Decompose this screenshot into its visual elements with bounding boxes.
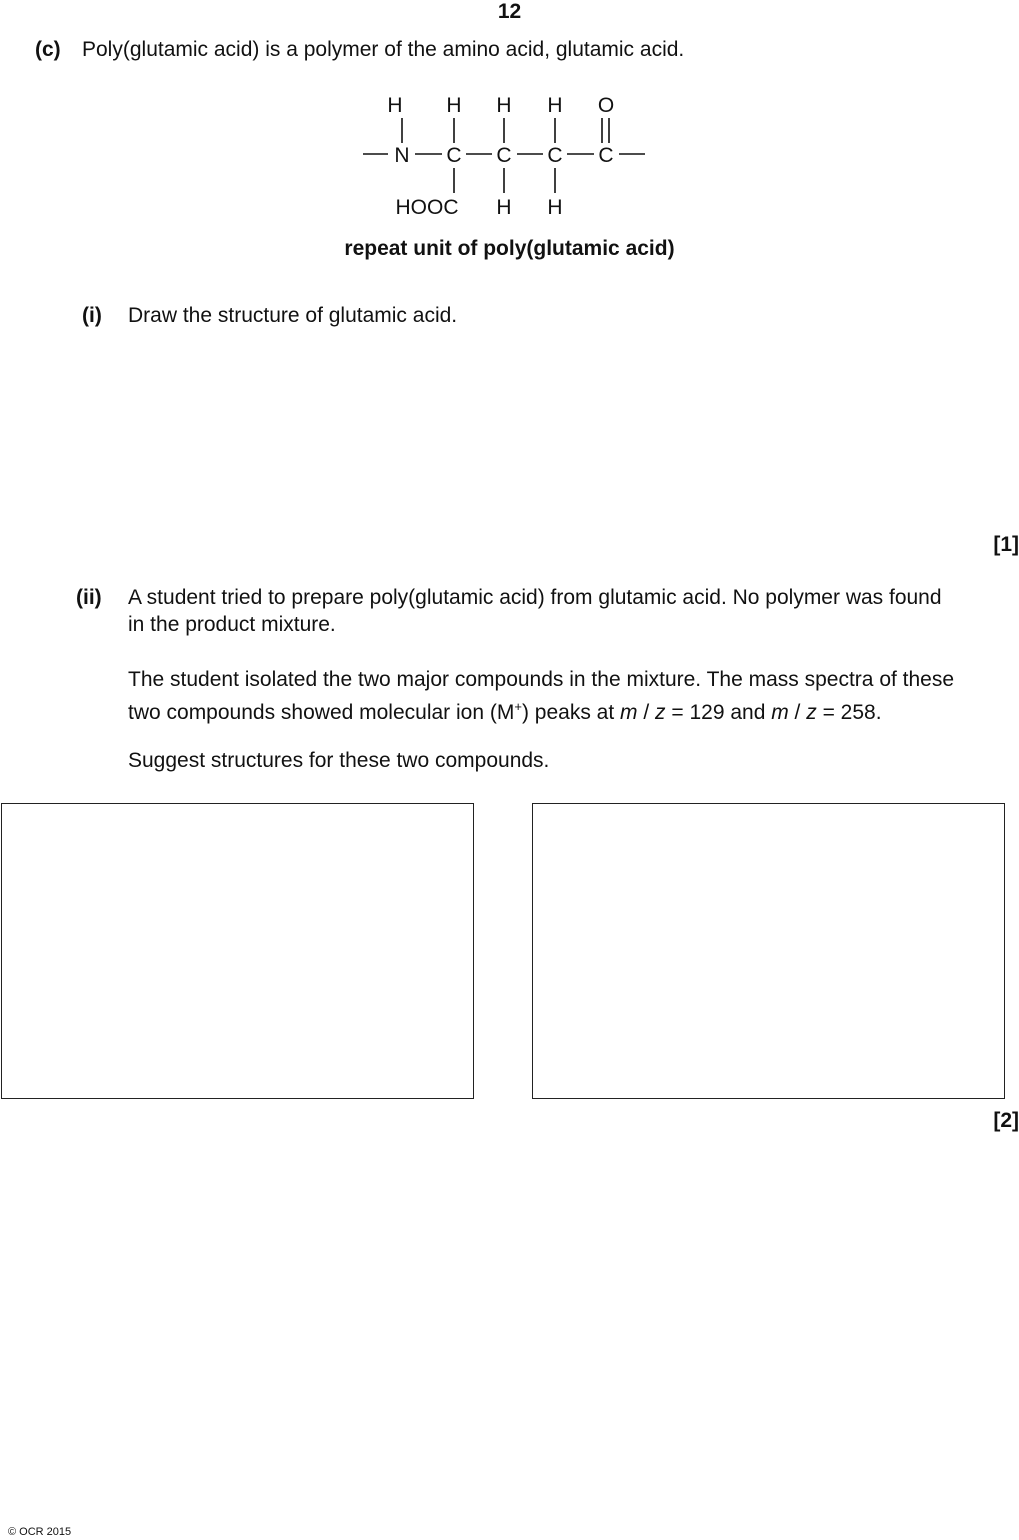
bottom-atom-h3: H: [547, 196, 563, 219]
part-ii-para3: Suggest structures for these two compounds.: [128, 749, 550, 772]
answer-box-compound-2[interactable]: [532, 803, 1005, 1099]
para2-text-a: two compounds showed molecular ion (M: [128, 701, 515, 724]
backbone-atom-n: N: [394, 144, 410, 167]
part-ii-para1-line1: A student tried to prepare poly(glutamic acid) from glutamic acid. No polymer was found: [128, 586, 942, 609]
top-atom-h1: H: [387, 94, 403, 117]
top-atom-h4: H: [547, 94, 563, 117]
top-atom-h3: H: [496, 94, 512, 117]
top-atom-h2: H: [446, 94, 462, 117]
answer-box-compound-1[interactable]: [1, 803, 474, 1099]
mz-z-2: z: [806, 701, 817, 724]
mz-m-2: m: [771, 701, 789, 724]
para2-text-b: ) peaks at: [521, 701, 621, 724]
mz-slash-2: /: [788, 701, 807, 724]
backbone-atom-c2: C: [496, 144, 512, 167]
mz-value-2: = 258.: [816, 701, 882, 724]
mz-m-1: m: [620, 701, 638, 724]
copyright-footer: © OCR 2015: [8, 1526, 72, 1538]
page-number: 12: [497, 0, 522, 23]
part-i-marks: [1]: [993, 533, 1019, 556]
part-ii-para2-line1: The student isolated the two major compounds in the mixture. The mass spectra of these: [128, 668, 955, 691]
mz-z-1: z: [655, 701, 666, 724]
part-i-question: Draw the structure of glutamic acid.: [128, 304, 458, 327]
mz-value-1: = 129 and: [665, 701, 772, 724]
part-ii-label: (ii): [76, 586, 102, 609]
top-atom-o: O: [597, 94, 615, 117]
part-c-intro: Poly(glutamic acid) is a polymer of the amino acid, glutamic acid.: [82, 38, 685, 61]
backbone-atom-c3: C: [547, 144, 563, 167]
part-ii-para1-line2: in the product mixture.: [128, 613, 336, 636]
repeat-unit-structure: [355, 88, 655, 223]
part-i-label: (i): [82, 304, 102, 327]
bottom-group-hooc: HOOC: [395, 196, 459, 219]
backbone-atom-c4: C: [598, 144, 614, 167]
answer-space-i[interactable]: [128, 330, 1008, 530]
para2-superscript: +: [514, 699, 522, 714]
bottom-atom-h2: H: [496, 196, 512, 219]
mz-slash-1: /: [637, 701, 656, 724]
part-ii-para2-line2: [128, 693, 882, 726]
part-ii-marks: [2]: [993, 1109, 1019, 1132]
part-c-label: (c): [35, 38, 61, 61]
structure-caption: repeat unit of poly(glutamic acid): [344, 237, 675, 260]
backbone-atom-c1: C: [446, 144, 462, 167]
